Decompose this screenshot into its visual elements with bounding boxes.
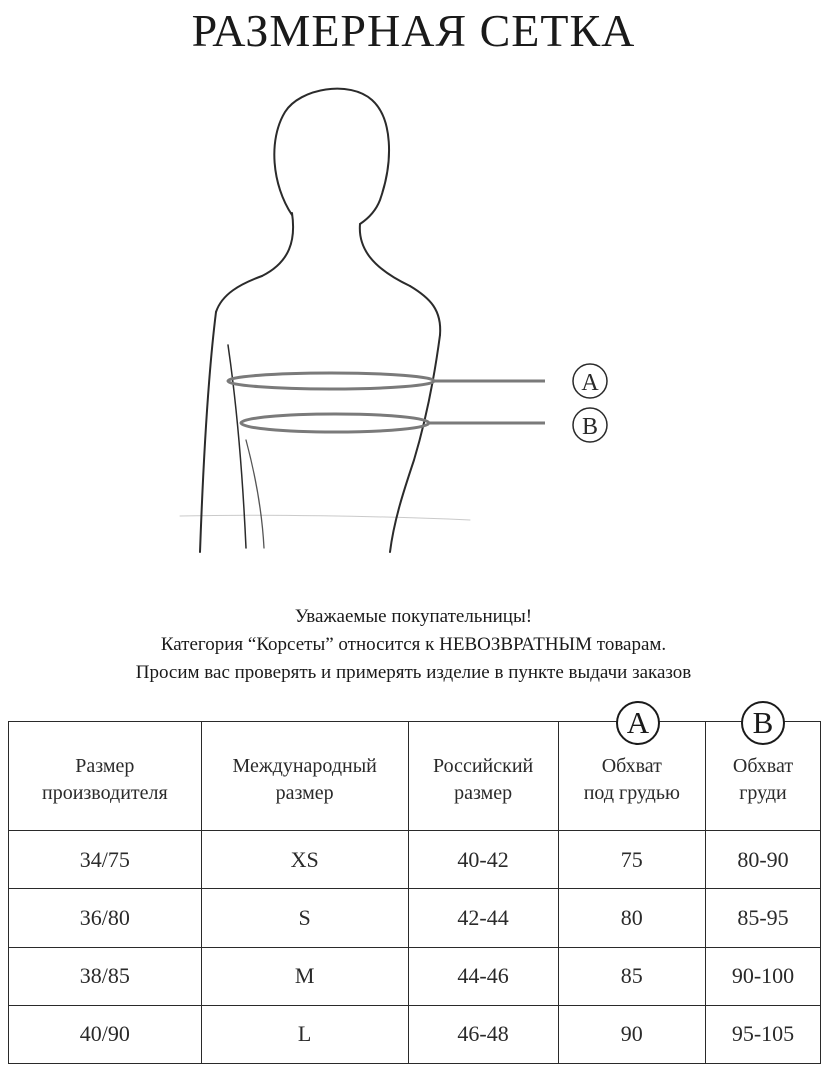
notice-line-3: Просим вас проверять и примерять изделие в пункте выдачи заказов (135, 662, 692, 683)
header-text: груди (739, 782, 787, 804)
table-cell: S (201, 889, 408, 947)
measure-ring-b (241, 414, 429, 432)
torso-left (246, 440, 264, 548)
table-cell: M (201, 947, 408, 1005)
neck-right (360, 224, 410, 286)
table-cell: 95-105 (705, 1005, 820, 1063)
header-text: Обхват (732, 755, 794, 777)
table-cell: 75 (558, 831, 705, 889)
table-cell: 40-42 (408, 831, 558, 889)
header-badge-b: B (741, 701, 785, 745)
table-cell: 40/90 (9, 1005, 202, 1063)
header-text: Международный (232, 755, 377, 777)
torso-right (390, 335, 440, 552)
header-text: размер (454, 782, 513, 804)
header-badge-a: A (616, 701, 660, 745)
notice-line-1: Уважаемые покупательницы! (294, 606, 533, 627)
marker-b-label: B (581, 414, 599, 440)
table-cell: XS (201, 831, 408, 889)
table-cell: 80-90 (705, 831, 820, 889)
neck-left (262, 213, 293, 276)
header-russian-size (408, 722, 558, 831)
header-text: под грудью (583, 782, 680, 804)
shoulder-right (410, 286, 440, 335)
head-outline (274, 89, 389, 224)
table-cell: 85-95 (705, 889, 820, 947)
header-text: производителя (42, 782, 168, 804)
table-cell: 44-46 (408, 947, 558, 1005)
table-row (9, 947, 821, 1005)
header-text: Российский (432, 755, 534, 777)
table-header-row (9, 722, 821, 831)
table-cell: 80 (558, 889, 705, 947)
table-row (9, 831, 821, 889)
torso-base (180, 515, 470, 520)
shoulder-left (216, 276, 262, 312)
header-international-size (201, 722, 408, 831)
notice-line-2: Категория “Корсеты” относится к НЕВОЗВРАТНЫМ товарам. (160, 634, 667, 655)
page-title: РАЗМЕРНАЯ СЕТКА (191, 5, 636, 56)
customer-notice (0, 603, 827, 687)
table-cell: 46-48 (408, 1005, 558, 1063)
header-text: Обхват (601, 755, 662, 777)
table-cell: 42-44 (408, 889, 558, 947)
table-cell: 90-100 (705, 947, 820, 1005)
header-manufacturer-size (9, 722, 202, 831)
table-row (9, 889, 821, 947)
table-cell: 38/85 (9, 947, 202, 1005)
measure-ring-a (228, 373, 434, 389)
table-cell: L (201, 1005, 408, 1063)
table-cell: 85 (558, 947, 705, 1005)
table-cell: 36/80 (9, 889, 202, 947)
table-row (9, 1005, 821, 1063)
size-table (8, 721, 821, 1064)
torso-illustration (0, 70, 827, 570)
header-text: размер (275, 782, 334, 804)
table-cell: 90 (558, 1005, 705, 1063)
marker-a-label: A (581, 370, 599, 396)
header-text: Размер (75, 755, 135, 777)
table-cell: 34/75 (9, 831, 202, 889)
